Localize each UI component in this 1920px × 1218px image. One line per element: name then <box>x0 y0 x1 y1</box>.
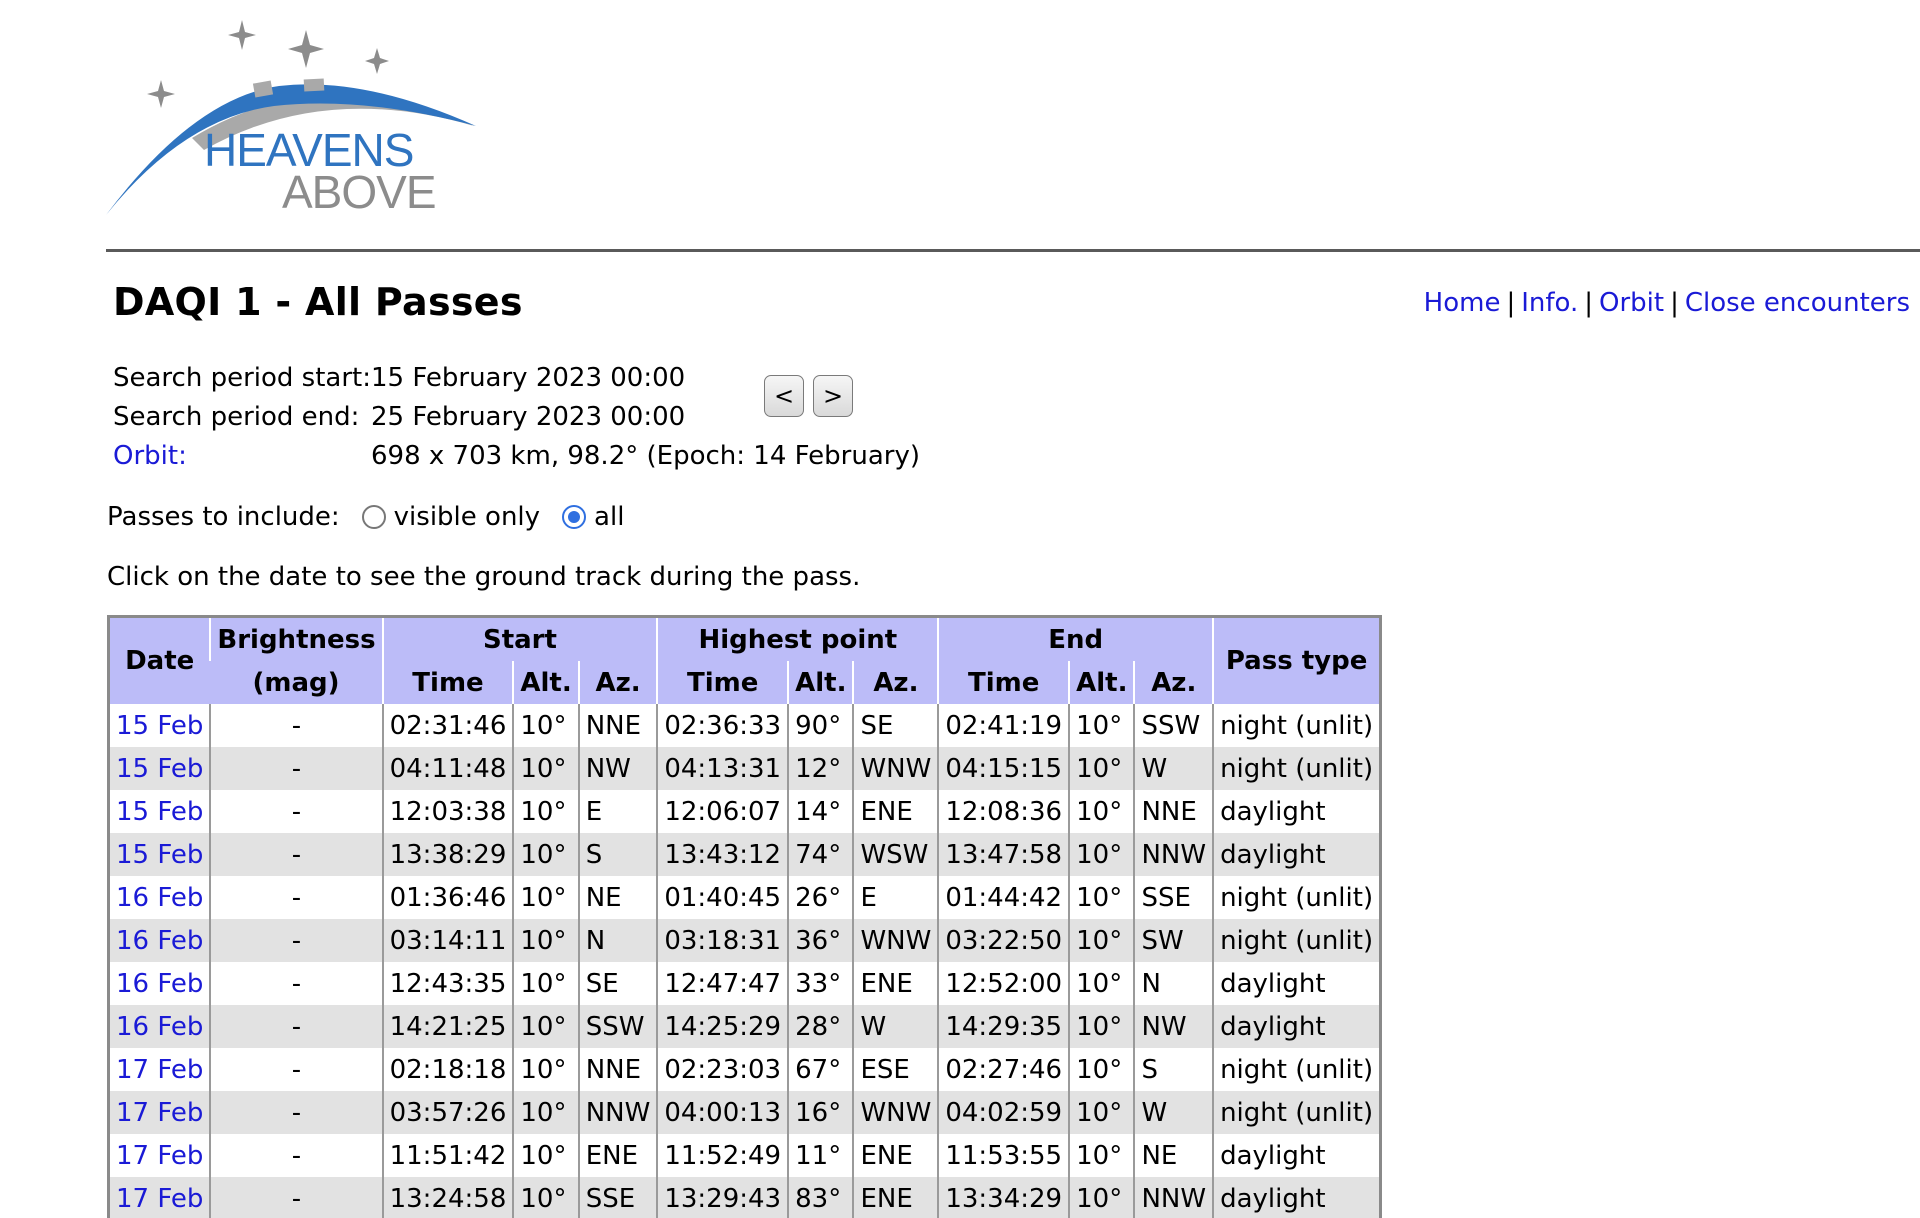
start-alt-cell: 10° <box>513 1091 578 1134</box>
pass-date-link[interactable]: 17 Feb <box>116 1183 204 1214</box>
pass-date-link[interactable]: 16 Feb <box>116 1011 204 1042</box>
header-start-az: Az. <box>579 661 658 704</box>
start-time-cell: 02:31:46 <box>383 704 514 747</box>
high-az-cell: ENE <box>853 790 938 833</box>
date-cell <box>109 1177 211 1218</box>
pass-type-cell: night (unlit) <box>1213 704 1381 747</box>
table-row <box>109 1134 1381 1177</box>
end-time-cell: 14:29:35 <box>938 1005 1069 1048</box>
end-az-cell: NNW <box>1134 1177 1213 1218</box>
end-az-cell: NE <box>1134 1134 1213 1177</box>
nav-separator: | <box>1670 288 1679 318</box>
high-alt-cell: 83° <box>788 1177 853 1218</box>
brightness-cell: - <box>210 747 382 790</box>
table-row <box>109 1177 1381 1218</box>
table-header-row <box>109 617 1381 662</box>
table-row <box>109 790 1381 833</box>
previous-period-button[interactable]: < <box>764 375 804 417</box>
start-time-cell: 11:51:42 <box>383 1134 514 1177</box>
table-row <box>109 1005 1381 1048</box>
high-alt-cell: 90° <box>788 704 853 747</box>
all-radio[interactable] <box>562 505 586 529</box>
end-alt-cell: 10° <box>1069 790 1134 833</box>
start-alt-cell: 10° <box>513 919 578 962</box>
high-time-cell: 01:40:45 <box>657 876 788 919</box>
end-alt-cell: 10° <box>1069 1134 1134 1177</box>
high-time-cell: 12:06:07 <box>657 790 788 833</box>
high-az-cell: ENE <box>853 1134 938 1177</box>
nav-info-link[interactable]: Info. <box>1521 288 1579 318</box>
high-time-cell: 04:00:13 <box>657 1091 788 1134</box>
pass-date-link[interactable]: 16 Feb <box>116 925 204 956</box>
high-time-cell: 11:52:49 <box>657 1134 788 1177</box>
logo-text-above: ABOVE <box>282 166 436 218</box>
header-high-alt: Alt. <box>788 661 853 704</box>
high-alt-cell: 67° <box>788 1048 853 1091</box>
pass-type-cell: night (unlit) <box>1213 747 1381 790</box>
end-az-cell: W <box>1134 747 1213 790</box>
end-az-cell: W <box>1134 1091 1213 1134</box>
pass-type-cell: daylight <box>1213 790 1381 833</box>
pass-date-link[interactable]: 15 Feb <box>116 796 204 827</box>
end-alt-cell: 10° <box>1069 1091 1134 1134</box>
brightness-cell: - <box>210 704 382 747</box>
table-row <box>109 704 1381 747</box>
end-time-cell: 04:02:59 <box>938 1091 1069 1134</box>
brightness-cell: - <box>210 833 382 876</box>
brightness-cell: - <box>210 1005 382 1048</box>
pass-type-cell: night (unlit) <box>1213 919 1381 962</box>
pass-date-link[interactable]: 17 Feb <box>116 1140 204 1171</box>
start-az-cell: SSE <box>579 1177 658 1218</box>
end-az-cell: SSE <box>1134 876 1213 919</box>
end-alt-cell: 10° <box>1069 876 1134 919</box>
nav-separator: | <box>1584 288 1593 318</box>
orbit-row <box>113 436 920 475</box>
high-alt-cell: 12° <box>788 747 853 790</box>
date-cell <box>109 919 211 962</box>
table-row <box>109 962 1381 1005</box>
start-az-cell: E <box>579 790 658 833</box>
heavens-above-logo[interactable] <box>104 18 484 218</box>
header-brightness-unit: (mag) <box>210 661 382 704</box>
all-label[interactable]: all <box>594 502 625 532</box>
table-row <box>109 1048 1381 1091</box>
star-icon <box>365 48 389 74</box>
start-alt-cell: 10° <box>513 747 578 790</box>
logo-text-heavens: HEAVENS <box>204 124 414 176</box>
passes-table-body <box>109 704 1381 1218</box>
brightness-cell: - <box>210 790 382 833</box>
high-alt-cell: 74° <box>788 833 853 876</box>
high-alt-cell: 11° <box>788 1134 853 1177</box>
pass-date-link[interactable]: 17 Feb <box>116 1097 204 1128</box>
high-az-cell: ENE <box>853 962 938 1005</box>
end-time-cell: 13:34:29 <box>938 1177 1069 1218</box>
brightness-cell: - <box>210 1091 382 1134</box>
high-alt-cell: 28° <box>788 1005 853 1048</box>
end-alt-cell: 10° <box>1069 747 1134 790</box>
star-icon <box>288 30 324 68</box>
start-alt-cell: 10° <box>513 833 578 876</box>
high-time-cell: 12:47:47 <box>657 962 788 1005</box>
star-icon <box>228 20 256 50</box>
start-alt-cell: 10° <box>513 876 578 919</box>
brightness-cell: - <box>210 876 382 919</box>
end-alt-cell: 10° <box>1069 833 1134 876</box>
high-az-cell: WNW <box>853 1091 938 1134</box>
header-end-time: Time <box>938 661 1069 704</box>
search-end-label: Search period end: <box>113 401 360 432</box>
start-time-cell: 13:38:29 <box>383 833 514 876</box>
pass-type-cell: daylight <box>1213 1005 1381 1048</box>
high-time-cell: 13:43:12 <box>657 833 788 876</box>
end-az-cell: SSW <box>1134 704 1213 747</box>
visible-only-radio[interactable] <box>362 505 386 529</box>
date-cell <box>109 1005 211 1048</box>
start-alt-cell: 10° <box>513 1134 578 1177</box>
table-row <box>109 747 1381 790</box>
orbit-value: 698 x 703 km, 98.2° (Epoch: 14 February) <box>371 440 920 471</box>
start-alt-cell: 10° <box>513 790 578 833</box>
search-start-value: 15 February 2023 00:00 <box>371 362 686 393</box>
start-time-cell: 01:36:46 <box>383 876 514 919</box>
end-az-cell: NW <box>1134 1005 1213 1048</box>
end-time-cell: 12:52:00 <box>938 962 1069 1005</box>
table-row <box>109 833 1381 876</box>
header-end-az: Az. <box>1134 661 1213 704</box>
start-az-cell: NW <box>579 747 658 790</box>
next-period-button[interactable]: > <box>813 375 853 417</box>
start-az-cell: S <box>579 833 658 876</box>
pass-type-cell: night (unlit) <box>1213 1048 1381 1091</box>
high-time-cell: 03:18:31 <box>657 919 788 962</box>
high-alt-cell: 36° <box>788 919 853 962</box>
star-icon <box>147 80 175 108</box>
high-time-cell: 02:23:03 <box>657 1048 788 1091</box>
header-high-time: Time <box>657 661 788 704</box>
high-az-cell: WSW <box>853 833 938 876</box>
start-alt-cell: 10° <box>513 1177 578 1218</box>
start-alt-cell: 10° <box>513 1005 578 1048</box>
start-az-cell: NNE <box>579 704 658 747</box>
high-time-cell: 13:29:43 <box>657 1177 788 1218</box>
high-az-cell: WNW <box>853 919 938 962</box>
start-time-cell: 13:24:58 <box>383 1177 514 1218</box>
header-brightness: Brightness <box>210 617 382 662</box>
end-alt-cell: 10° <box>1069 1048 1134 1091</box>
nav-close-encounters-link[interactable]: Close encounters <box>1684 288 1910 318</box>
end-time-cell: 12:08:36 <box>938 790 1069 833</box>
end-alt-cell: 10° <box>1069 919 1134 962</box>
header-divider <box>106 249 1920 252</box>
page-title: DAQI 1 - All Passes <box>113 280 523 324</box>
end-time-cell: 13:47:58 <box>938 833 1069 876</box>
header-date: Date <box>109 617 211 705</box>
start-az-cell: NNW <box>579 1091 658 1134</box>
header-start-time: Time <box>383 661 514 704</box>
orbit-link[interactable]: Orbit: <box>113 440 187 471</box>
start-alt-cell: 10° <box>513 704 578 747</box>
start-time-cell: 03:57:26 <box>383 1091 514 1134</box>
end-alt-cell: 10° <box>1069 1005 1134 1048</box>
pass-type-cell: daylight <box>1213 1134 1381 1177</box>
date-cell <box>109 790 211 833</box>
high-time-cell: 02:36:33 <box>657 704 788 747</box>
table-row <box>109 1091 1381 1134</box>
brightness-cell: - <box>210 1048 382 1091</box>
pass-date-link[interactable]: 16 Feb <box>116 968 204 999</box>
date-cell <box>109 833 211 876</box>
header-highest-point: Highest point <box>657 617 938 662</box>
header-end: End <box>938 617 1213 662</box>
start-time-cell: 12:43:35 <box>383 962 514 1005</box>
start-time-cell: 04:11:48 <box>383 747 514 790</box>
high-az-cell: WNW <box>853 747 938 790</box>
end-alt-cell: 10° <box>1069 962 1134 1005</box>
pass-type-cell: night (unlit) <box>1213 1091 1381 1134</box>
start-time-cell: 02:18:18 <box>383 1048 514 1091</box>
pass-date-link[interactable]: 16 Feb <box>116 882 204 913</box>
pass-type-cell: daylight <box>1213 962 1381 1005</box>
start-az-cell: SE <box>579 962 658 1005</box>
brightness-cell: - <box>210 1134 382 1177</box>
high-az-cell: SE <box>853 704 938 747</box>
end-alt-cell: 10° <box>1069 1177 1134 1218</box>
start-alt-cell: 10° <box>513 1048 578 1091</box>
high-time-cell: 14:25:29 <box>657 1005 788 1048</box>
pass-date-link[interactable]: 17 Feb <box>116 1054 204 1085</box>
pass-date-link[interactable]: 15 Feb <box>116 839 204 870</box>
start-az-cell: NNE <box>579 1048 658 1091</box>
end-az-cell: SW <box>1134 919 1213 962</box>
start-az-cell: NE <box>579 876 658 919</box>
high-az-cell: E <box>853 876 938 919</box>
pass-date-link[interactable]: 15 Feb <box>116 753 204 784</box>
end-time-cell: 03:22:50 <box>938 919 1069 962</box>
top-nav <box>1424 288 1910 318</box>
visible-only-label[interactable]: visible only <box>393 502 541 532</box>
pass-type-cell: daylight <box>1213 1177 1381 1218</box>
nav-separator: | <box>1506 288 1516 318</box>
start-time-cell: 03:14:11 <box>383 919 514 962</box>
start-time-cell: 14:21:25 <box>383 1005 514 1048</box>
header-pass-type: Pass type <box>1213 617 1381 705</box>
table-subheader-row <box>109 661 1381 704</box>
high-alt-cell: 33° <box>788 962 853 1005</box>
passes-filter <box>107 502 624 532</box>
start-az-cell: ENE <box>579 1134 658 1177</box>
date-cell <box>109 1048 211 1091</box>
end-az-cell: NNE <box>1134 790 1213 833</box>
header-start-alt: Alt. <box>513 661 578 704</box>
brightness-cell: - <box>210 962 382 1005</box>
end-time-cell: 02:41:19 <box>938 704 1069 747</box>
brightness-cell: - <box>210 919 382 962</box>
start-az-cell: N <box>579 919 658 962</box>
search-end-value: 25 February 2023 00:00 <box>371 401 686 432</box>
date-cell <box>109 962 211 1005</box>
high-alt-cell: 16° <box>788 1091 853 1134</box>
high-alt-cell: 26° <box>788 876 853 919</box>
date-cell <box>109 704 211 747</box>
date-cell <box>109 876 211 919</box>
header-start: Start <box>383 617 658 662</box>
pass-type-cell: night (unlit) <box>1213 876 1381 919</box>
high-az-cell: ESE <box>853 1048 938 1091</box>
nav-home-link[interactable]: Home <box>1423 288 1501 318</box>
search-start-label: Search period start: <box>113 362 371 393</box>
pass-date-link[interactable]: 15 Feb <box>116 710 204 741</box>
end-az-cell: N <box>1134 962 1213 1005</box>
instructions-text: Click on the date to see the ground track during the pass. <box>107 562 861 592</box>
high-time-cell: 04:13:31 <box>657 747 788 790</box>
header-end-alt: Alt. <box>1069 661 1134 704</box>
table-row <box>109 919 1381 962</box>
start-az-cell: SSW <box>579 1005 658 1048</box>
nav-orbit-link[interactable]: Orbit <box>1599 288 1665 318</box>
start-alt-cell: 10° <box>513 962 578 1005</box>
end-time-cell: 11:53:55 <box>938 1134 1069 1177</box>
start-time-cell: 12:03:38 <box>383 790 514 833</box>
end-alt-cell: 10° <box>1069 704 1134 747</box>
header-high-az: Az. <box>853 661 938 704</box>
end-time-cell: 04:15:15 <box>938 747 1069 790</box>
end-az-cell: NNW <box>1134 833 1213 876</box>
brightness-cell: - <box>210 1177 382 1218</box>
table-row <box>109 876 1381 919</box>
date-cell <box>109 747 211 790</box>
date-cell <box>109 1091 211 1134</box>
end-az-cell: S <box>1134 1048 1213 1091</box>
high-alt-cell: 14° <box>788 790 853 833</box>
high-az-cell: W <box>853 1005 938 1048</box>
pass-type-cell: daylight <box>1213 833 1381 876</box>
end-time-cell: 01:44:42 <box>938 876 1069 919</box>
passes-table <box>107 615 1382 1218</box>
passes-filter-label: Passes to include: <box>107 502 340 532</box>
end-time-cell: 02:27:46 <box>938 1048 1069 1091</box>
high-az-cell: ENE <box>853 1177 938 1218</box>
date-cell <box>109 1134 211 1177</box>
